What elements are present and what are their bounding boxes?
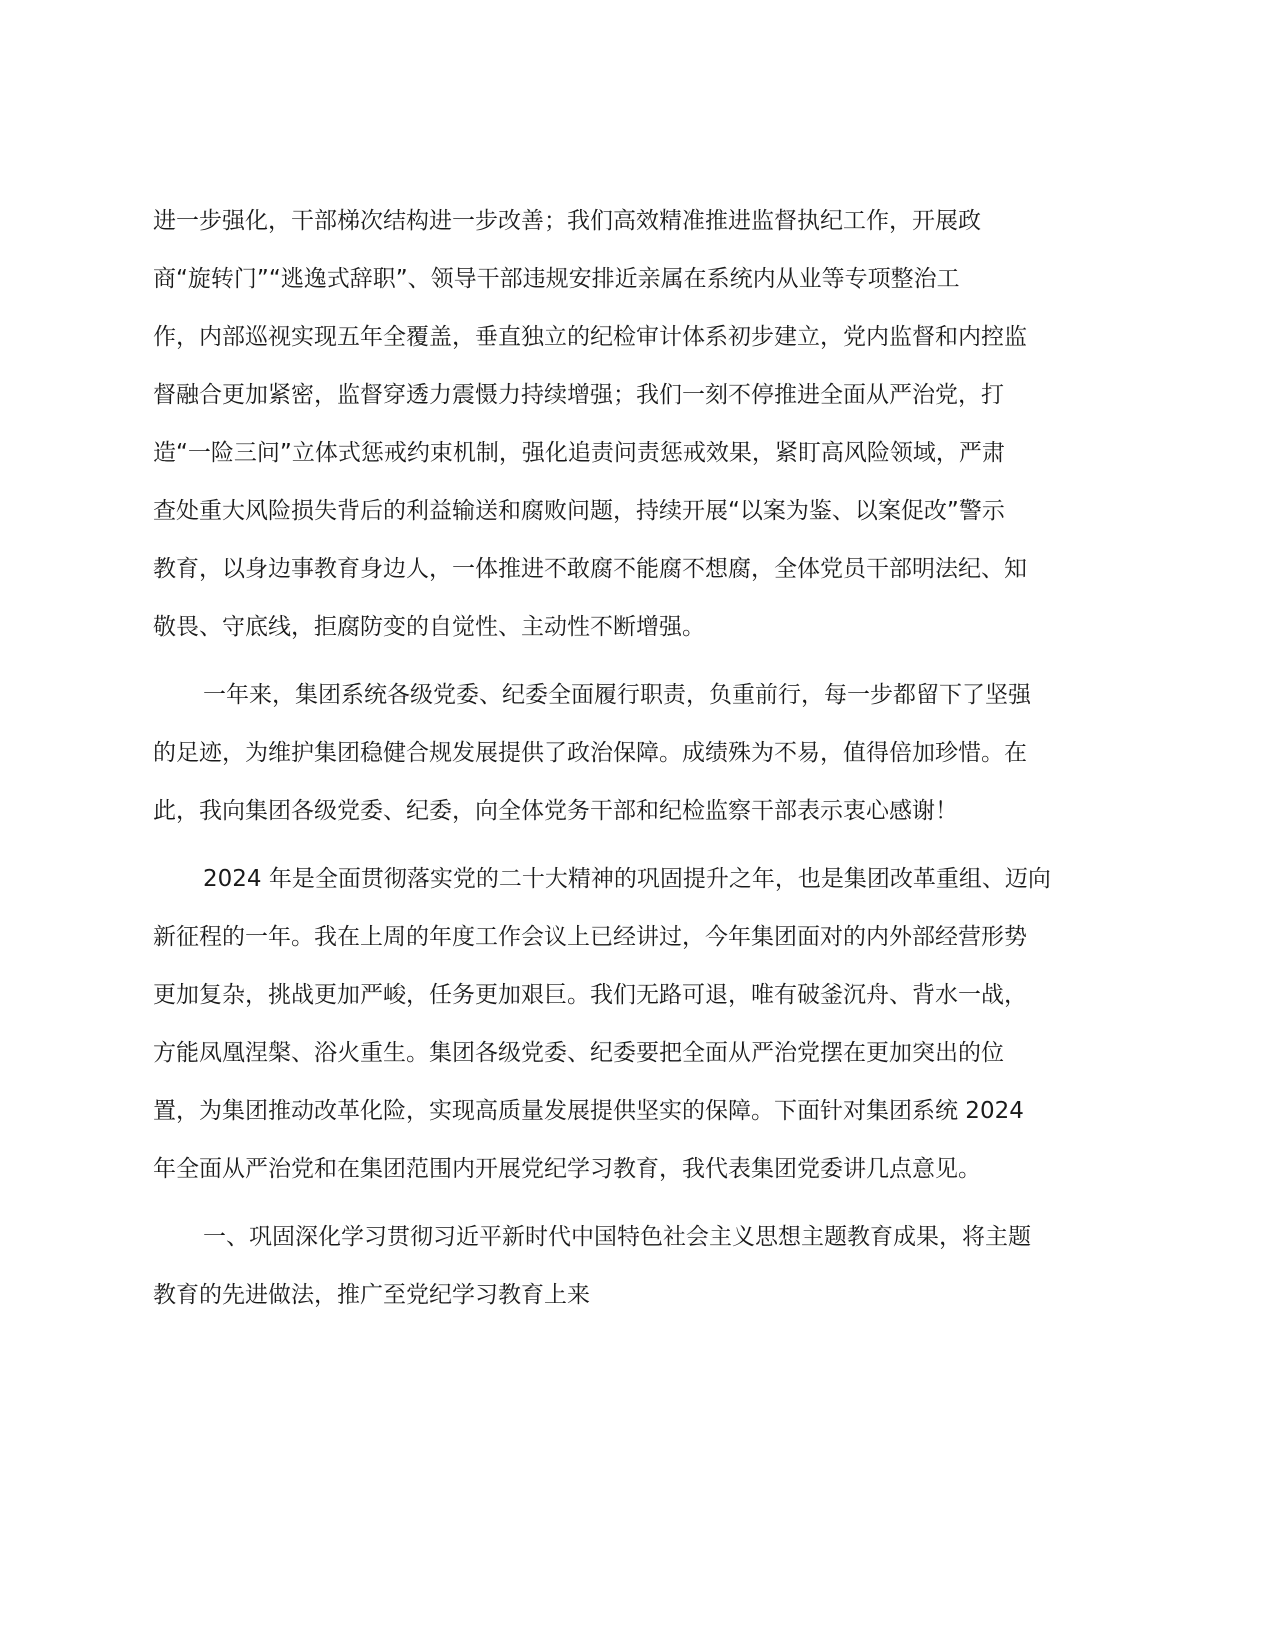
text-line: 造“一险三问”立体式惩戒约束机制，强化追责问责惩戒效果，紧盯高风险领域，严肃	[153, 440, 1005, 466]
text-line: 更加复杂，挑战更加严峻，任务更加艰巨。我们无路可退，唯有破釜沉舟、背水一战，	[153, 982, 1027, 1008]
text-line: 此，我向集团各级党委、纪委，向全体党务干部和纪检监察干部表示衷心感谢！	[153, 798, 958, 824]
text-line: 新征程的一年。我在上周的年度工作会议上已经讲过，今年集团面对的内外部经营形势	[153, 924, 1027, 950]
text-line: 督融合更加紧密，监督穿透力震慑力持续增强；我们一刻不停推进全面从严治党，打	[153, 382, 1004, 408]
text-line: 作，内部巡视实现五年全覆盖，垂直独立的纪检审计体系初步建立，党内监督和内控监	[153, 324, 1027, 350]
text-line: 一、巩固深化学习贯彻习近平新时代中国特色社会主义思想主题教育成果，将主题	[203, 1224, 1031, 1250]
text-line: 商“旋转门”“逃逸式辞职”、领导干部违规安排近亲属在系统内从业等专项整治工	[153, 266, 960, 292]
text-line: 方能凤凰涅槃、浴火重生。集团各级党委、纪委要把全面从严治党摆在更加突出的位	[153, 1040, 1004, 1066]
text-line: 年全面从严治党和在集团范围内开展党纪学习教育，我代表集团党委讲几点意见。	[153, 1156, 981, 1182]
paragraph-achievements	[153, 192, 1111, 656]
text-line: 置，为集团推动改革化险，实现高质量发展提供坚实的保障。下面针对集团系统 2024	[153, 1098, 1024, 1124]
text-line: 进一步强化，干部梯次结构进一步改善；我们高效精准推进监督执纪工作，开展政	[153, 208, 981, 234]
document-body	[153, 192, 1111, 1334]
text-line: 敬畏、守底线，拒腐防变的自觉性、主动性不断增强。	[153, 614, 705, 640]
section-heading-one	[153, 1208, 1111, 1324]
text-line: 一年来，集团系统各级党委、纪委全面履行职责，负重前行，每一步都留下了坚强	[203, 682, 1031, 708]
paragraph-2024-outlook	[153, 850, 1111, 1198]
text-line: 教育的先进做法，推广至党纪学习教育上来	[153, 1282, 590, 1308]
text-line: 的足迹，为维护集团稳健合规发展提供了政治保障。成绩殊为不易，值得倍加珍惜。在	[153, 740, 1027, 766]
text-line: 教育，以身边事教育身边人，一体推进不敢腐不能腐不想腐，全体党员干部明法纪、知	[153, 556, 1027, 582]
paragraph-gratitude	[153, 666, 1111, 840]
text-line: 查处重大风险损失背后的利益输送和腐败问题，持续开展“以案为鉴、以案促改”警示	[153, 498, 1005, 524]
text-line: 2024 年是全面贯彻落实党的二十大精神的巩固提升之年，也是集团改革重组、迈向	[203, 866, 1051, 892]
